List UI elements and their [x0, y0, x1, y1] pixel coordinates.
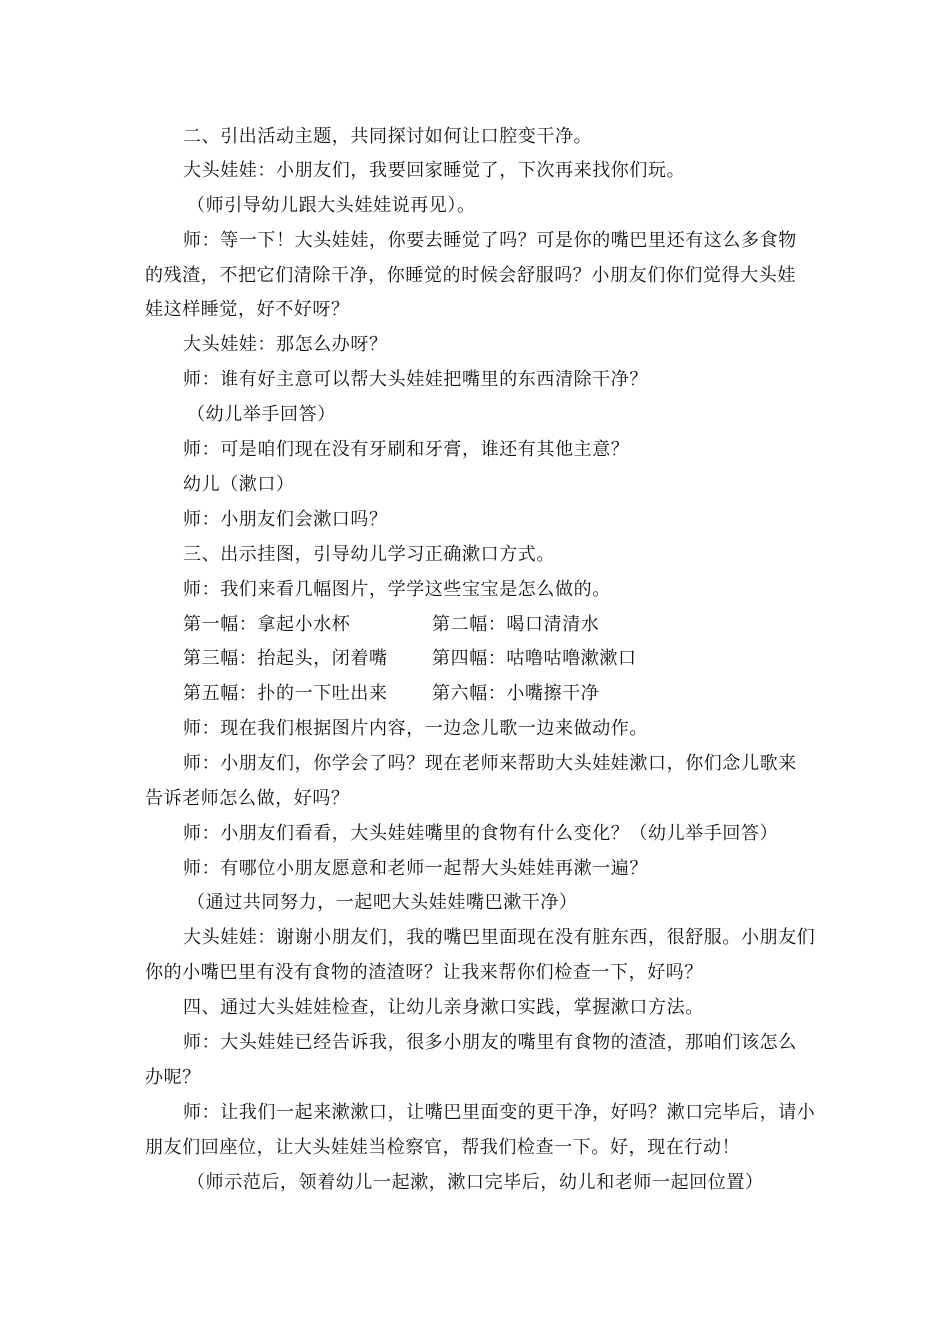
paragraph: 师：小朋友们，你学会了吗？现在老师来帮助大头娃娃漱口，你们念儿歌来 [183, 753, 797, 774]
paragraph-continuation: 告诉老师怎么做，好吗？ [145, 788, 350, 809]
paragraph: （通过共同努力，一起吧大头娃娃嘴巴漱干净） [187, 892, 578, 913]
paragraph: 师：让我们一起来漱漱口，让嘴巴里面变的更干净，好吗？漱口完毕后，请小 [183, 1102, 816, 1123]
paragraph: （师引导幼儿跟大头娃娃说再见）。 [187, 195, 476, 216]
section-heading-2: 二、引出活动主题，共同探讨如何让口腔变干净。 [183, 126, 593, 147]
step-item: 第一幅：拿起小水杯 [183, 614, 351, 635]
paragraph: （师示范后，领着幼儿一起漱，漱口完毕后，幼儿和老师一起回位置） [187, 1172, 764, 1193]
paragraph: 大头娃娃：那怎么办呀？ [183, 334, 388, 355]
paragraph: 师：小朋友们会漱口吗？ [183, 509, 388, 530]
section-heading-4: 四、通过大头娃娃检查，让幼儿亲身漱口实践，掌握漱口方法。 [183, 997, 704, 1018]
paragraph: 师：可是咱们现在没有牙刷和牙膏，谁还有其他主意？ [183, 439, 630, 460]
paragraph-continuation: 你的小嘴巴里有没有食物的渣渣呀？让我来帮你们检查一下，好吗？ [145, 962, 703, 983]
paragraph: 师：有哪位小朋友愿意和老师一起帮大头娃娃再漱一遍？ [183, 858, 648, 879]
paragraph: 大头娃娃：小朋友们，我要回家睡觉了，下次再来找你们玩。 [183, 160, 686, 181]
paragraph: 师：等一下！大头娃娃，你要去睡觉了吗？可是你的嘴巴里还有这么多食物 [183, 230, 797, 251]
step-item: 第五幅：扑的一下吐出来 [183, 683, 388, 704]
step-item: 第三幅：抬起头，闭着嘴 [183, 648, 388, 669]
paragraph-continuation: 办呢？ [145, 1067, 201, 1088]
paragraph: 师：大头娃娃已经告诉我，很多小朋友的嘴里有食物的渣渣，那咱们该怎么 [183, 1032, 797, 1053]
paragraph: 幼儿（漱口） [183, 474, 295, 495]
section-heading-3: 三、出示挂图，引导幼儿学习正确漱口方式。 [183, 544, 555, 565]
paragraph: 师：我们来看几幅图片，学学这些宝宝是怎么做的。 [183, 579, 611, 600]
paragraph: 大头娃娃：谢谢小朋友们，我的嘴巴里面现在没有脏东西，很舒服。小朋友们 [183, 927, 816, 948]
paragraph: （幼儿举手回答） [187, 404, 336, 425]
step-item: 第六幅：小嘴擦干净 [432, 683, 600, 704]
paragraph: 师：谁有好主意可以帮大头娃娃把嘴里的东西清除干净？ [183, 369, 648, 390]
paragraph: 师：小朋友们看看，大头娃娃嘴里的食物有什么变化？（幼儿举手回答） [183, 823, 779, 844]
paragraph: 师：现在我们根据图片内容，一边念儿歌一边来做动作。 [183, 718, 648, 739]
paragraph-continuation: 朋友们回座位，让大头娃娃当检察官，帮我们检查一下。好，现在行动！ [145, 1137, 741, 1158]
paragraph-continuation: 娃这样睡觉，好不好呀？ [145, 299, 350, 320]
step-item: 第四幅：咕噜咕噜漱漱口 [432, 648, 637, 669]
step-item: 第二幅：喝口清清水 [432, 614, 600, 635]
paragraph-continuation: 的残渣，不把它们清除干净，你睡觉的时候会舒服吗？小朋友们你们觉得大头娃 [145, 265, 796, 286]
